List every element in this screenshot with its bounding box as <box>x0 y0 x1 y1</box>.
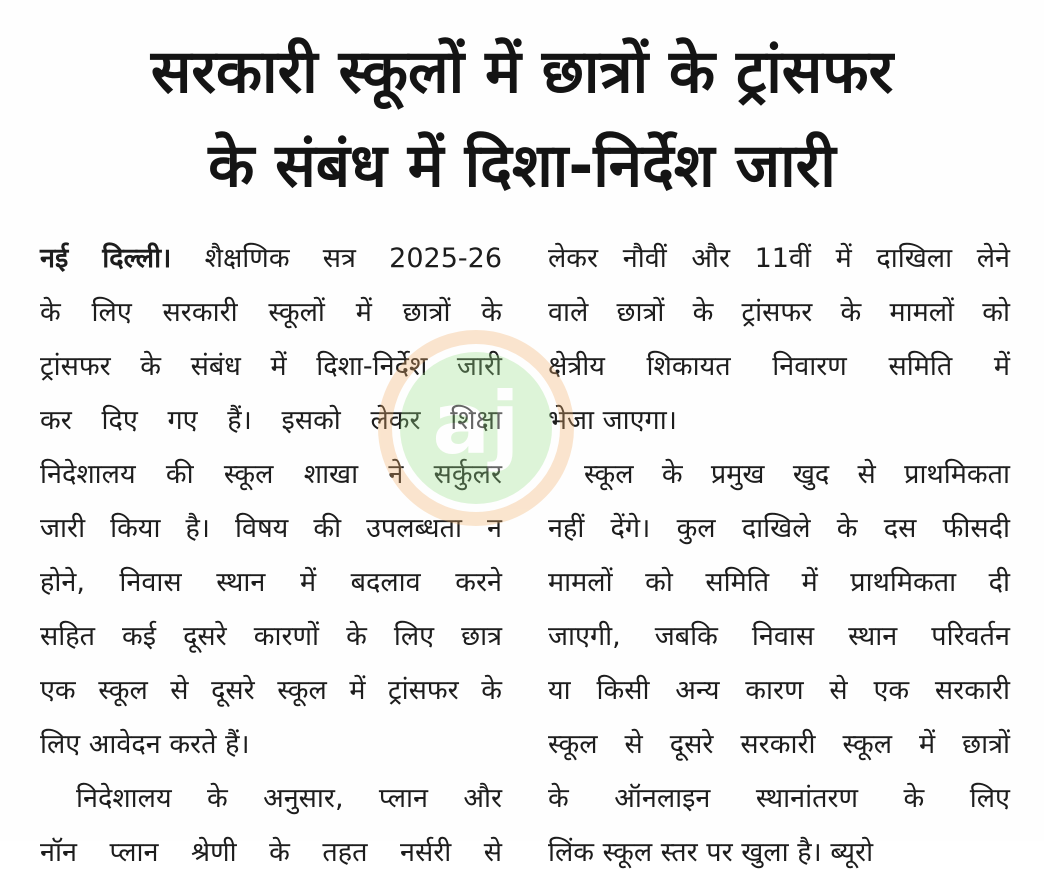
article-line: लेकर नौवीं और 11वीं में दाखिला लेने <box>548 243 1010 274</box>
article-line: निदेशालय के अनुसार, प्लान और <box>76 783 502 814</box>
article-line: भेजा जाएगा। <box>548 405 677 436</box>
article-line: नॉन प्लान श्रेणी के तहत नर्सरी से <box>40 837 502 868</box>
article-line: मामलों को समिति में प्राथमिकता दी <box>548 567 1010 598</box>
article-line: स्कूल के प्रमुख खुद से प्राथमिकता <box>584 459 1010 490</box>
article-line: के लिए सरकारी स्कूलों में छात्रों के <box>40 297 502 328</box>
article-line: एक स्कूल से दूसरे स्कूल में ट्रांसफर के <box>40 675 502 706</box>
article-line <box>40 232 502 286</box>
article-line: ट्रांसफर के संबंध में दिशा-निर्देश जारी <box>40 351 502 382</box>
watermark-text: aj <box>432 374 520 474</box>
article-line: लिंक स्कूल स्तर पर खुला है। ब्यूरो <box>548 837 874 868</box>
article-line-text: शैक्षणिक सत्र 2025-26 <box>171 243 502 274</box>
article-line: जाएगी, जबकि निवास स्थान परिवर्तन <box>548 621 1010 652</box>
article-line: या किसी अन्य कारण से एक सरकारी <box>548 675 1010 706</box>
article-column-right <box>548 232 1010 880</box>
article-line: कर दिए गए हैं। इसको लेकर शिक्षा <box>40 405 502 436</box>
article-line: लिए आवेदन करते हैं। <box>40 729 250 760</box>
dateline: नई दिल्ली। <box>40 243 172 274</box>
article-line: के ऑनलाइन स्थानांतरण के लिए <box>548 783 1010 814</box>
headline-line-1: सरकारी स्कूलों में छात्रों के ट्रांसफर <box>150 37 894 107</box>
article-line: निदेशालय की स्कूल शाखा ने सर्कुलर <box>40 459 502 490</box>
headline-line-2: के संबंध में दिशा-निर्देश जारी <box>208 131 836 201</box>
article-line: स्कूल से दूसरे सरकारी स्कूल में छात्रों <box>548 729 1010 760</box>
article-line: क्षेत्रीय शिकायत निवारण समिति में <box>548 351 1010 382</box>
article-line: नहीं देंगे। कुल दाखिले के दस फीसदी <box>548 513 1010 544</box>
article-line: सहित कई दूसरे कारणों के लिए छात्र <box>40 621 502 652</box>
article-line: होने, निवास स्थान में बदलाव करने <box>40 567 502 598</box>
article-line: वाले छात्रों के ट्रांसफर के मामलों को <box>548 297 1010 328</box>
article-line: जारी किया है। विषय की उपलब्धता न <box>40 513 502 544</box>
article-column-left <box>40 232 502 880</box>
